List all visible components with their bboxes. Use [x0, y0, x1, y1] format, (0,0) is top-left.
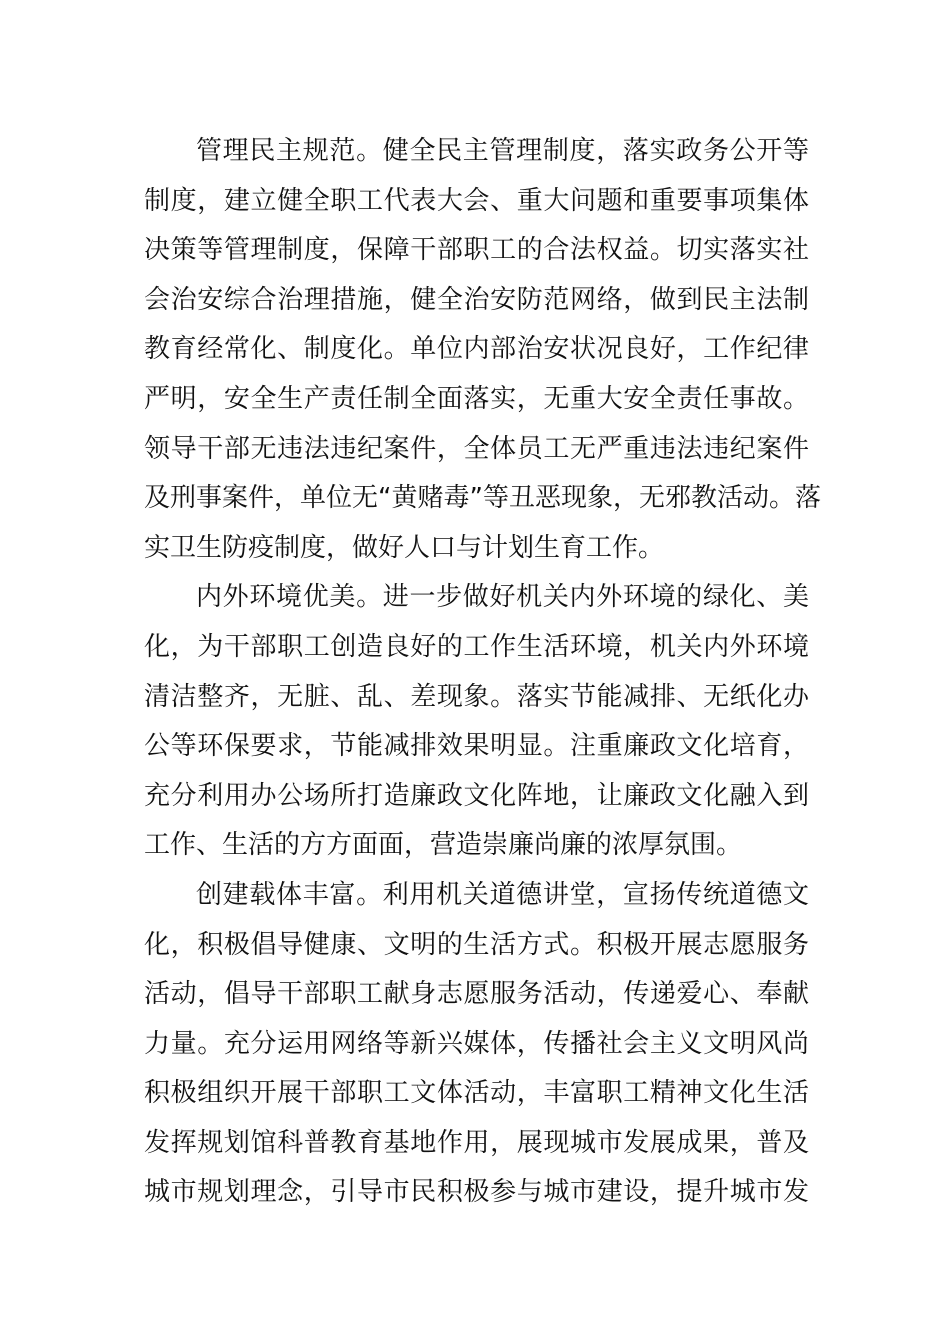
paragraph-2-line-1: 内外环境优美。进一步做好机关内外环境的绿化、美: [196, 582, 809, 613]
paragraph-1-line-3: 决策等管理制度，保障干部职工的合法权益。切实落实社: [144, 235, 809, 266]
paragraph-1-line-8: 及刑事案件，单位无“黄赌毒”等丑恶现象，无邪教活动。落: [144, 483, 821, 514]
paragraph-2-line-3: 清洁整齐，无脏、乱、差现象。落实节能减排、无纸化办: [144, 681, 809, 712]
paragraph-2-line-4: 公等环保要求，节能减排效果明显。注重廉政文化培育，: [144, 731, 809, 762]
paragraph-3-line-6: 发挥规划馆科普教育基地作用，展现城市发展成果，普及: [144, 1127, 809, 1158]
paragraph-2-line-2: 化，为干部职工创造良好的工作生活环境，机关内外环境: [144, 631, 809, 662]
paragraph-3-line-5: 积极组织开展干部职工文体活动，丰富职工精神文化生活: [144, 1078, 809, 1109]
paragraph-2-line-5: 充分利用办公场所打造廉政文化阵地，让廉政文化融入到: [144, 780, 809, 811]
paragraph-1-line-9: 实卫生防疫制度，做好人口与计划生育工作。: [144, 532, 665, 563]
paragraph-3-line-2: 化，积极倡导健康、文明的生活方式。积极开展志愿服务: [144, 929, 809, 960]
paragraph-3-line-3: 活动，倡导干部职工献身志愿服务活动，传递爱心、奉献: [144, 979, 809, 1010]
paragraph-3-line-7: 城市规划理念，引导市民积极参与城市建设，提升城市发: [144, 1177, 809, 1208]
paragraph-1-line-5: 教育经常化、制度化。单位内部治安状况良好，工作纪律: [144, 334, 809, 365]
paragraph-1-line-2: 制度，建立健全职工代表大会、重大问题和重要事项集体: [144, 185, 809, 216]
paragraph-3-line-1: 创建载体丰富。利用机关道德讲堂，宣扬传统道德文: [196, 879, 809, 910]
body-text: [144, 127, 821, 1218]
paragraph-1-line-1: 管理民主规范。健全民主管理制度，落实政务公开等: [196, 136, 809, 166]
paragraph-1-line-7: 领导干部无违法违纪案件，全体员工无严重违法违纪案件: [144, 433, 809, 464]
paragraph-1-line-4: 会治安综合治理措施，健全治安防范网络，做到民主法制: [144, 284, 809, 315]
paragraph-3-line-4: 力量。充分运用网络等新兴媒体，传播社会主义文明风尚: [144, 1028, 809, 1059]
paragraph-1-line-6: 严明，安全生产责任制全面落实，无重大安全责任事故。: [144, 383, 809, 414]
paragraph-2-line-6: 工作、生活的方方面面，营造崇廉尚廉的浓厚氛围。: [144, 830, 743, 861]
